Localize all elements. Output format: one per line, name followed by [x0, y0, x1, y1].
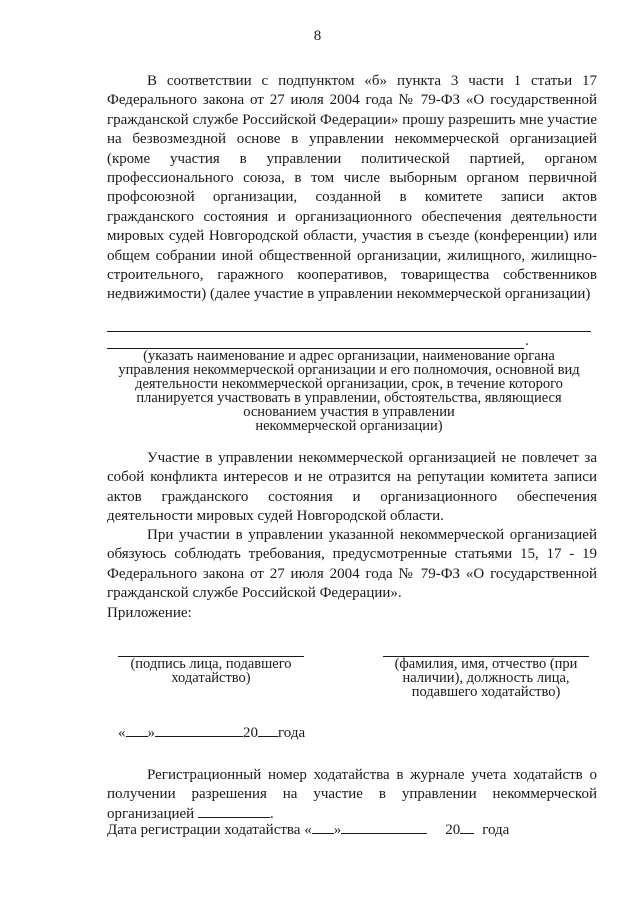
name-caption	[378, 657, 594, 699]
name-caption-line: подавшего ходатайство)	[411, 684, 561, 700]
reg-year-prefix: 20	[445, 822, 461, 838]
name-caption-line: наличии), должность лица,	[402, 670, 570, 686]
org-caption-line: планируется участвовать в управлении, обстоятельства, являющиеся	[136, 390, 562, 406]
registration-date-line	[107, 821, 509, 840]
registration-date-label: Дата регистрации ходатайства «	[107, 822, 312, 838]
year-prefix: 20	[243, 725, 258, 741]
request-text: В соответствии с подпунктом «б» пункта 3 части 1 статьи 17 Федерального закона от 27 июля 2004 года № 79-ФЗ «О государственной гражданской службе Российской Федерации» прошу разрешить мне участие на безвозмездной основе в управлении некоммерческой организацией (кроме участия в управлении политической партией, органом профессионального союза, в том числе выборным органом первичной профсоюзной организации, созданной в комитете записи актов гражданского состояния и организационного обеспечения деятельности мировых судей Новгородской области, участия в съезде (конференции) или общем собрании иной общественной организации, жилищного, жилищно-строительного, гаражного кооперативов, товарищества собственников недвижимости) (далее участие в управлении некоммерческой организации)	[107, 73, 597, 303]
attachment-label: Приложение:	[107, 605, 192, 621]
name-caption-line: (фамилия, имя, отчество (при	[394, 656, 578, 672]
obligation-text: При участии в управлении указанной некоммерческой организацией обязуюсь соблюдать требования, предусмотренные статьями 15, 17 - 19 Федерального закона от 27 июля 2004 года № 79-ФЗ «О государственной гражданской службе Российской Федерации».	[107, 527, 597, 602]
registration-number-blank	[198, 805, 270, 818]
request-paragraph	[107, 72, 597, 305]
org-caption-line: (указать наименование и адрес организации, наименование органа	[143, 348, 555, 364]
registration-paragraph	[107, 766, 597, 824]
org-name-line-1	[107, 331, 591, 332]
conflict-text: Участие в управлении некоммерческой организацией не повлечет за собой конфликта интересов и не отразится на репутации комитета записи актов гражданского состояния и организационного обеспечения деятельности мировых судей Новгородской области.	[107, 450, 597, 525]
year-blank	[258, 724, 278, 737]
month-blank	[155, 724, 243, 737]
org-caption	[107, 349, 591, 433]
org-caption-line: деятельности некоммерческой организации, срок, в течение которого	[135, 376, 563, 392]
org-caption-line: управления некоммерческой организации и его полномочия, основной вид	[118, 362, 580, 378]
date-line	[118, 724, 305, 743]
registration-text: Регистрационный номер ходатайства в журнале учета ходатайств о получении разрешения на участие в управлении некоммерческой организацией	[107, 767, 597, 822]
signature-caption-line: ходатайство)	[171, 670, 251, 686]
reg-date-close-quote: »	[333, 822, 342, 838]
page-number: 8	[313, 28, 322, 44]
reg-year-suffix: года	[482, 822, 510, 838]
org-caption-line: некоммерческой организации)	[255, 418, 443, 434]
org-line-period: .	[525, 333, 529, 349]
conflict-paragraph	[107, 449, 597, 527]
day-blank	[126, 724, 148, 737]
org-caption-line: основанием участия в управлении	[243, 404, 455, 420]
registration-period: .	[269, 805, 274, 822]
signature-caption-line: (подпись лица, подавшего	[130, 656, 292, 672]
obligation-paragraph	[107, 526, 597, 604]
reg-year-blank	[460, 821, 474, 834]
date-close-quote: »	[147, 725, 155, 741]
reg-day-blank	[312, 821, 334, 834]
signature-caption	[118, 657, 304, 685]
reg-month-blank	[341, 821, 427, 834]
date-open-quote: «	[118, 725, 126, 741]
year-suffix: года	[278, 725, 306, 741]
